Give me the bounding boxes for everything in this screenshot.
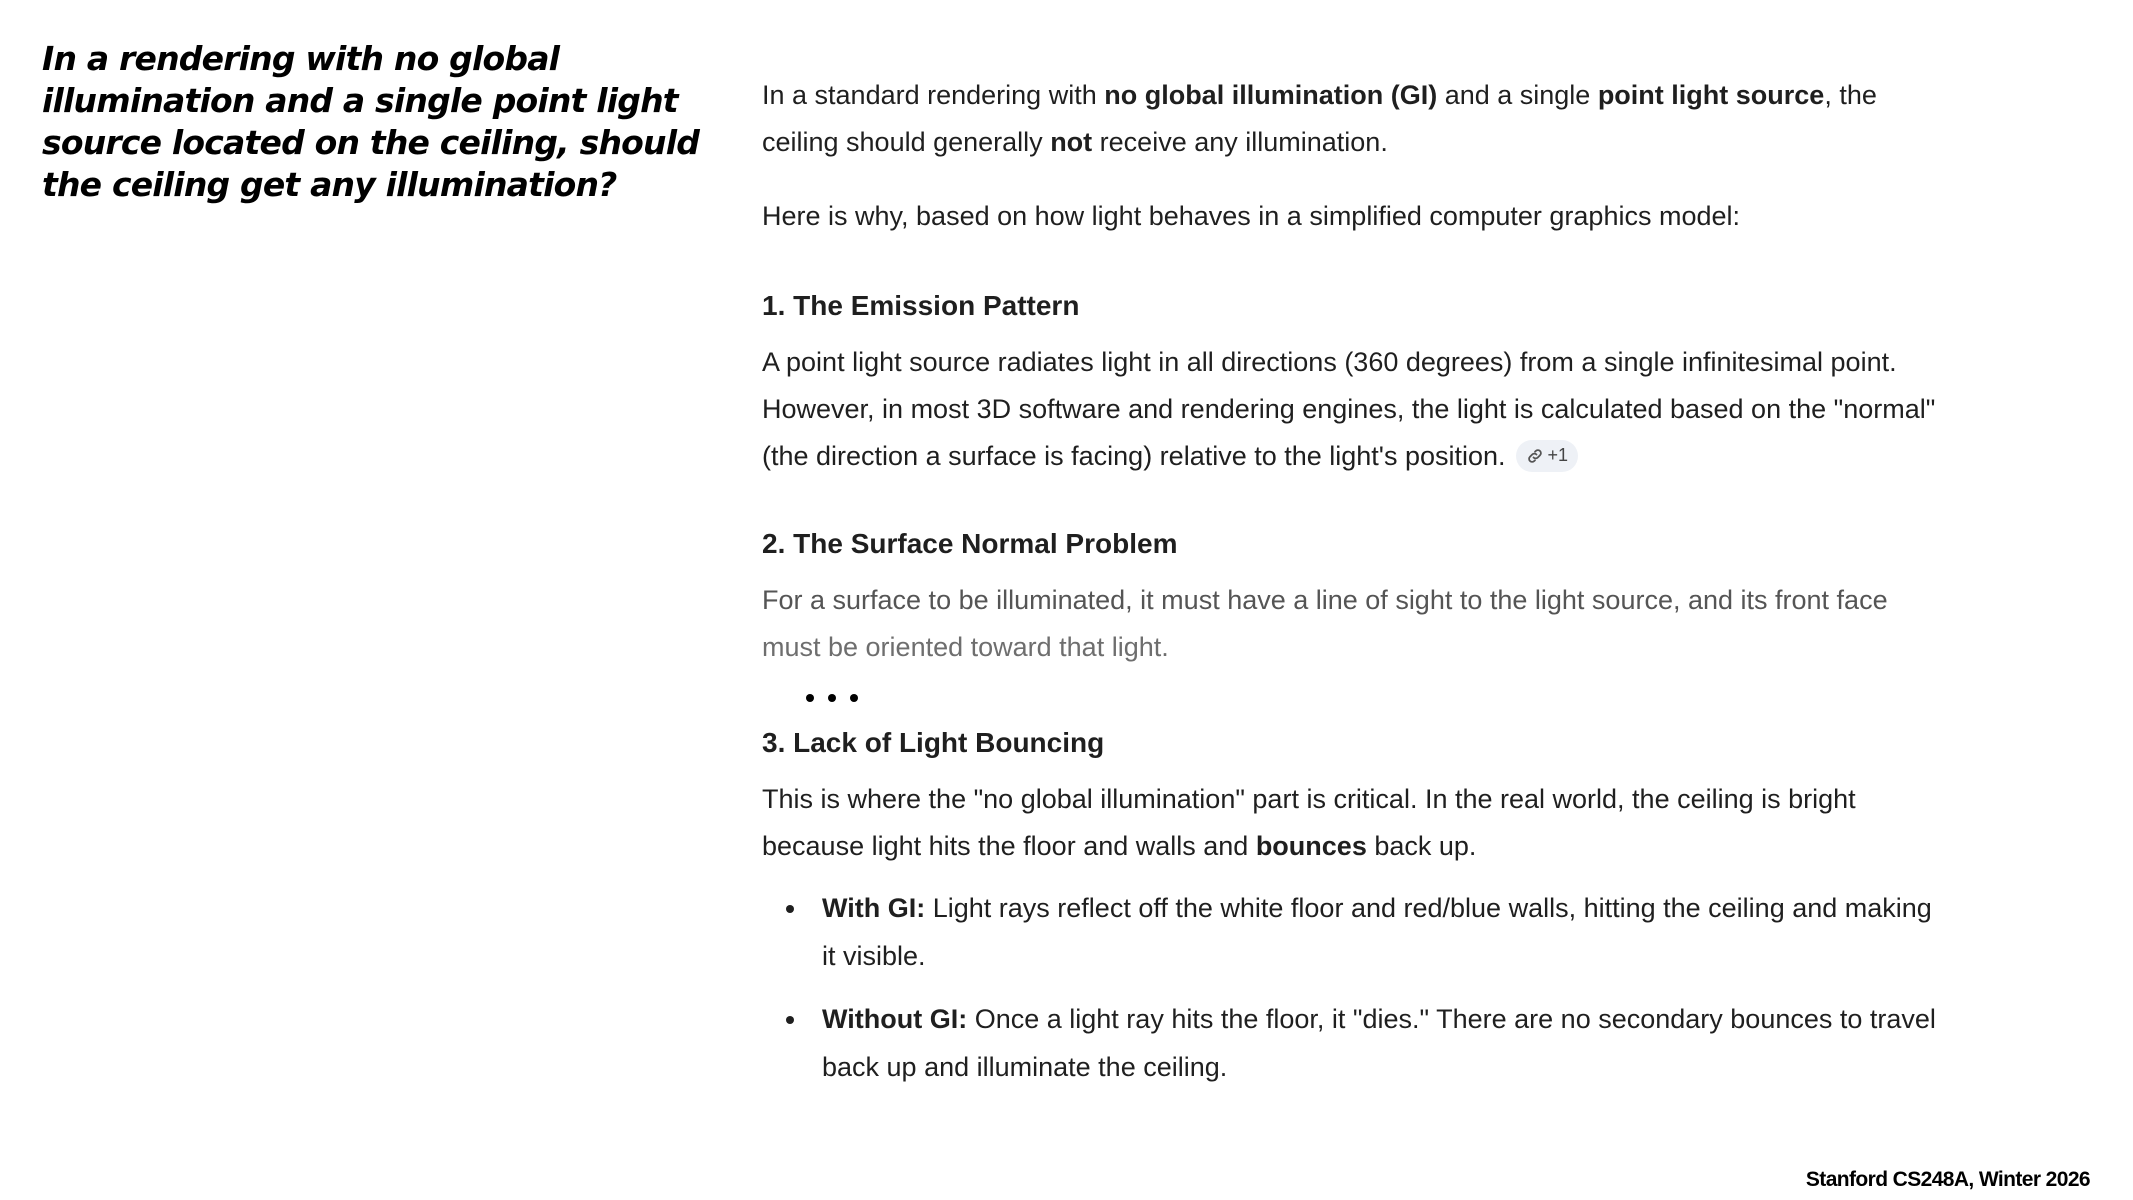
bullet-text: Light rays reflect off the white floor and red/blue walls, hitting the ceiling and making it visible.: [822, 893, 1932, 971]
answer-panel: [762, 72, 1937, 1106]
normal-text-line2: must be oriented toward that light.: [762, 632, 1169, 662]
section-heading-emission: 1. The Emission Pattern: [762, 290, 1080, 321]
list-item: [762, 884, 1937, 980]
bouncing-bold: bounces: [1255, 831, 1367, 861]
section-text-bouncing: [762, 776, 1937, 870]
intro-bold-point-light: point light source: [1597, 80, 1825, 110]
intro-bold-not: not: [1050, 127, 1093, 157]
bouncing-text: This is where the "no global illumination" part is critical. In the real world, the ceiling is bright because light hits the floor and walls and: [762, 784, 1856, 861]
section-text-normal: [762, 577, 1937, 671]
question-title: In a rendering with no global illumination and a single point light source located on the ceiling, should the ceiling get any illumination?: [42, 39, 700, 204]
intro-paragraph: [762, 72, 1937, 166]
emission-text: A point light source radiates light in all directions (360 degrees) from a single infinitesimal point. However, in most 3D software and rendering engines, the light is calculated based on the "normal" (the direction a surface is facing) relative to the light's position.: [762, 347, 1936, 471]
normal-text-line1: For a surface to be illuminated, it must have a line of sight to the light source, and its front face: [762, 585, 1888, 615]
section-heading-bouncing: 3. Lack of Light Bouncing: [762, 727, 1105, 758]
bouncing-text-end: back up.: [1366, 831, 1477, 861]
list-item: [762, 995, 1937, 1091]
bullet-label: With GI:: [822, 893, 926, 923]
link-icon: [1526, 447, 1544, 465]
intro-text: , the ceiling should generally: [762, 80, 1877, 157]
citation-count: +1: [1547, 445, 1569, 466]
bullet-text: Once a light ray hits the floor, it "dies." There are no secondary bounces to travel back up and illuminate the ceiling.: [822, 1004, 1936, 1082]
intro-text: and a single: [1437, 80, 1598, 110]
bullet-list: [762, 884, 1937, 1091]
intro-bold-gi: no global illumination (GI): [1104, 80, 1438, 110]
why-paragraph: Here is why, based on how light behaves in a simplified computer graphics model:: [762, 201, 1740, 231]
ellipsis-dots: [806, 689, 1937, 707]
bullet-label: Without GI:: [822, 1004, 968, 1034]
section-text-emission: [762, 339, 1937, 480]
intro-text: receive any illumination.: [1092, 127, 1388, 157]
section-heading-normal: 2. The Surface Normal Problem: [762, 528, 1178, 559]
intro-text: In a standard rendering with: [762, 80, 1105, 110]
footer-credit: Stanford CS248A, Winter 2026: [1805, 1168, 2090, 1191]
citation-chip[interactable]: [1516, 440, 1579, 472]
